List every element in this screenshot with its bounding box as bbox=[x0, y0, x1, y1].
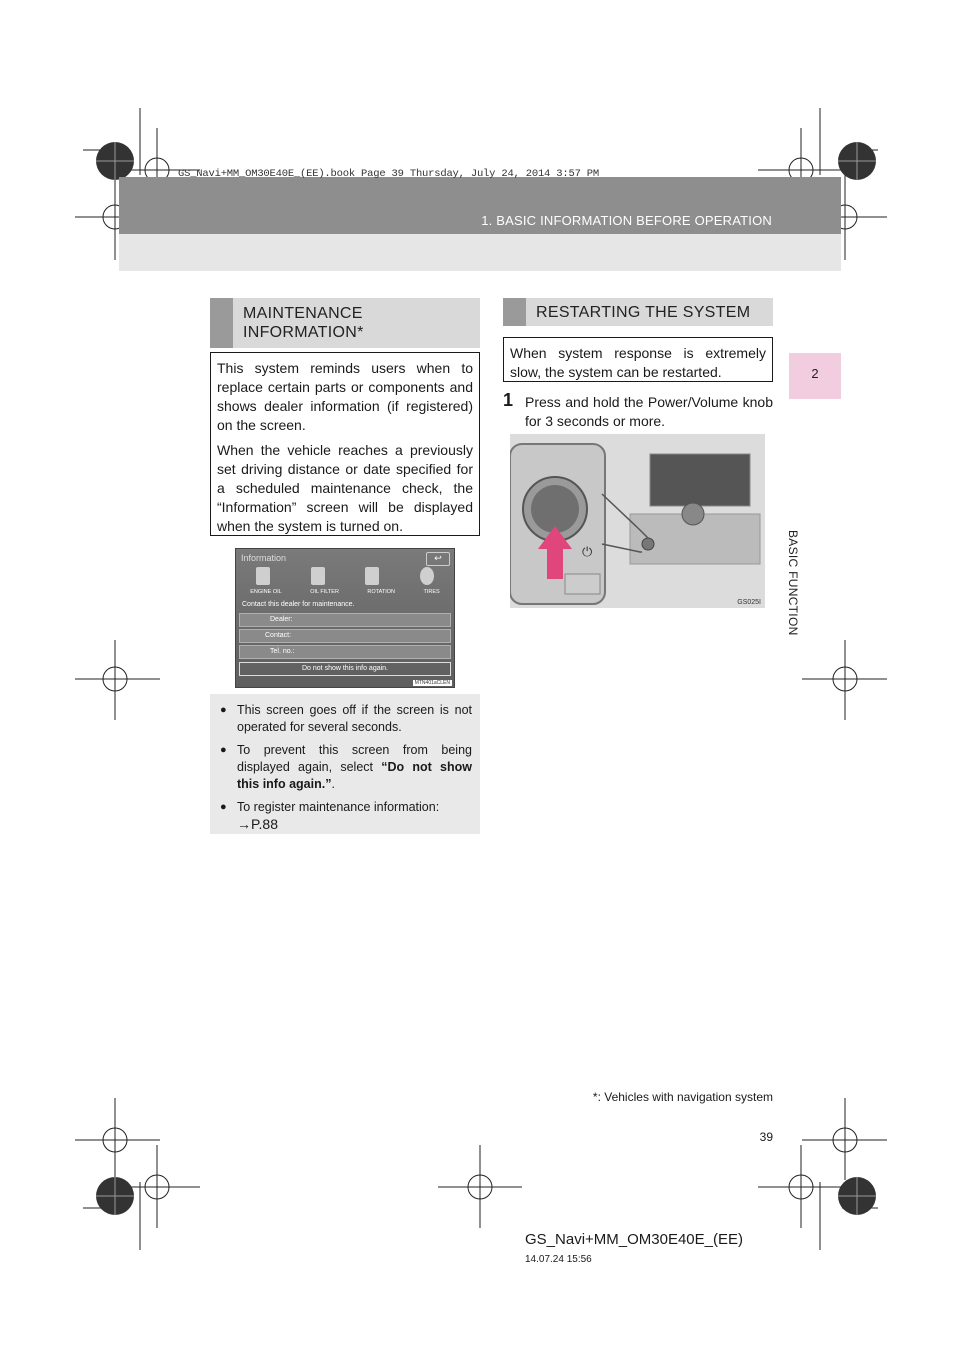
step-text: Press and hold the Power/Volume knob for 3 seconds or more. bbox=[525, 394, 773, 429]
rotation-label: ROTATION bbox=[367, 589, 396, 595]
maintenance-title-line1: MAINTENANCE bbox=[243, 305, 363, 322]
rotation-icon bbox=[365, 567, 379, 585]
back-icon: ↩ bbox=[426, 552, 450, 566]
note-3-text: To register maintenance information: bbox=[237, 800, 440, 814]
maintenance-description-box bbox=[210, 352, 480, 536]
illustration-code: GS025I bbox=[737, 599, 761, 606]
print-info-line: GS_Navi+MM_OM30E40E_(EE).book Page 39 Thursday, July 24, 2014 3:57 PM bbox=[178, 168, 599, 180]
dealer-row: Dealer: bbox=[239, 613, 451, 627]
maintenance-notes bbox=[210, 694, 480, 834]
maintenance-para-2: When the vehicle reaches a previously set driving distance or date specified for a scheduled maintenance check, the “Information” screen will be displayed when the system is turned on. bbox=[217, 442, 473, 534]
page-reference-link[interactable]: →P.88 bbox=[237, 816, 278, 832]
maintenance-icons-row bbox=[236, 567, 454, 585]
note-item bbox=[220, 742, 472, 793]
contact-dealer-text: Contact this dealer for maintenance. bbox=[242, 601, 355, 608]
note-1-text: This screen goes off if the screen is not operated for several seconds. bbox=[237, 703, 472, 734]
restart-intro-text: When system response is extremely slow, the system can be restarted. bbox=[510, 345, 766, 380]
tires-icon bbox=[420, 567, 434, 585]
tel-row: Tel. no.: bbox=[239, 645, 451, 659]
do-not-show-button[interactable]: Do not show this info again. bbox=[239, 662, 451, 676]
contact-row: Contact: bbox=[239, 629, 451, 643]
information-screen-image bbox=[235, 548, 455, 688]
note-2-text: To prevent this screen from being displayed again, select bbox=[237, 743, 472, 774]
maintenance-icon-labels bbox=[236, 589, 454, 595]
chapter-number: 2 bbox=[811, 366, 819, 381]
page-number: 39 bbox=[759, 1130, 773, 1144]
section-marker bbox=[503, 298, 526, 326]
step-number: 1 bbox=[503, 390, 514, 410]
engine-oil-label: ENGINE OIL bbox=[250, 589, 282, 595]
note-2-suffix: . bbox=[331, 777, 335, 791]
oil-filter-icon bbox=[311, 567, 325, 585]
note-2-bold: “Do not show this info again.” bbox=[237, 760, 472, 791]
engine-oil-icon bbox=[256, 567, 270, 585]
footnote: *: Vehicles with navigation system bbox=[592, 1090, 773, 1104]
svg-text:⏻: ⏻ bbox=[582, 545, 593, 560]
screen-image-code: MTN401aCLEN bbox=[414, 680, 450, 686]
chapter-title: 1. BASIC INFORMATION BEFORE OPERATION bbox=[481, 213, 772, 228]
section-marker bbox=[210, 298, 233, 348]
tires-label: TIRES bbox=[423, 589, 440, 595]
dashboard-drawing bbox=[510, 434, 765, 608]
document-date: 14.07.24 15:56 bbox=[525, 1254, 592, 1265]
bullet-icon: ● bbox=[220, 801, 227, 813]
restart-intro-box bbox=[503, 337, 773, 382]
note-item bbox=[220, 799, 472, 834]
oil-filter-label: OIL FILTER bbox=[310, 589, 339, 595]
bullet-icon: ● bbox=[220, 744, 227, 756]
maintenance-title-line2: INFORMATION* bbox=[243, 324, 364, 341]
restart-section-title: RESTARTING THE SYSTEM bbox=[536, 304, 751, 321]
maintenance-para-1: This system reminds users when to replace certain parts or components and shows dealer information (if registered) on the screen. bbox=[217, 360, 473, 433]
screen-title: Information bbox=[241, 553, 287, 563]
bullet-icon: ● bbox=[220, 704, 227, 716]
maintenance-section-title bbox=[243, 304, 364, 342]
document-code: GS_Navi+MM_OM30E40E_(EE) bbox=[525, 1231, 743, 1248]
power-knob-illustration bbox=[510, 434, 765, 608]
note-item bbox=[220, 702, 472, 736]
chapter-label: BASIC FUNCTION bbox=[786, 530, 800, 636]
